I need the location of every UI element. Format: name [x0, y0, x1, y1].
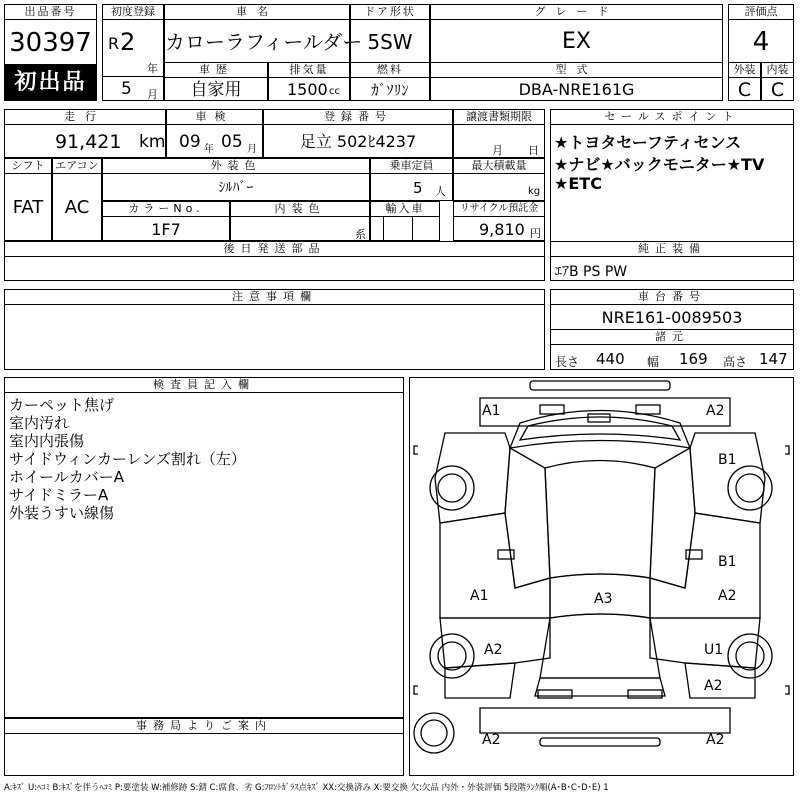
right-front-door [650, 513, 760, 618]
damage-mark: A2 [704, 678, 723, 694]
inspector-note: ホイールカバーA [9, 468, 124, 486]
damage-mark: B1 [718, 452, 737, 468]
exterior-grade: C [728, 77, 761, 101]
reg-year: 2 [120, 28, 136, 56]
history-label: 車歴 [164, 62, 268, 78]
later-parts [4, 256, 545, 281]
score: 4 [728, 19, 794, 63]
later-parts-label: 後日発送部品 [4, 241, 545, 257]
shift: FAT [4, 173, 52, 241]
exterior-color-label: 外装色 [102, 158, 370, 174]
registration-number: 足立 502ﾋ4237 [263, 124, 453, 158]
damage-mark: B1 [718, 554, 737, 570]
legend: A:ｷｽﾞ U:ﾍｺﾐ B:ｷｽﾞを伴うﾍｺﾐ P:要塗装 W:補修跡 S:錆 C:腐食、劣 G:ﾌﾛﾝﾄｶﾞﾗｽ点ｷｽﾞ XX:交換済み X:要交換 欠:欠品 内外・外装評価 5段階ﾗﾝｸ順(A･B･C･D･E) 1 [4, 783, 609, 793]
car-name-label: 車名 [164, 4, 350, 20]
aircon: AC [52, 173, 102, 241]
office-notice-label: 事務局よりご案内 [4, 718, 404, 734]
spare-tire [414, 713, 454, 753]
sales-point: ★ETC [554, 174, 602, 193]
inspector-notes [4, 392, 404, 718]
sales-point: ★トヨタセーフティセンス [554, 133, 742, 152]
max-load: kg [453, 173, 545, 201]
import-label: 輸入車 [370, 201, 440, 217]
capacity: 5 人 [370, 173, 453, 201]
inspector-note: 室内汚れ [9, 414, 70, 432]
mileage-label: 走行 [4, 109, 166, 125]
fuel: ｶﾞｿﾘﾝ [350, 77, 430, 101]
wheel-rear-left [430, 634, 474, 678]
interior-grade: C [761, 77, 794, 101]
max-load-label: 最大積載量 [453, 158, 545, 174]
interior-color-label: 内装色 [230, 201, 370, 217]
length: 440 [596, 350, 625, 368]
grade-label: グレード [430, 4, 723, 20]
model-code-label: 型式 [430, 62, 723, 78]
damage-mark: A2 [484, 642, 503, 658]
rear-glass [540, 614, 660, 678]
era: R [108, 34, 120, 53]
dimensions-label: 諸元 [550, 329, 794, 345]
sales-points [550, 124, 794, 242]
transfer-deadline: 月 日 [453, 124, 545, 158]
equipment: ｴｱB PS PW [550, 256, 794, 281]
damage-diagram [409, 377, 794, 776]
notes [4, 304, 545, 370]
first-registration-label: 初度登録 [102, 4, 164, 20]
displacement: 1500 cc [268, 77, 350, 101]
lot-number-label: 出品番号 [4, 4, 97, 20]
history: 自家用 [164, 77, 268, 101]
height: 147 [759, 350, 788, 368]
car-diagram-svg [410, 378, 793, 775]
displacement-label: 排気量 [268, 62, 350, 78]
lot-number: 30397 [4, 19, 97, 65]
shift-label: シフト [4, 158, 52, 174]
inspector-note: サイドウィンカーレンズ割れ（左） [9, 450, 246, 468]
left-rear-fender [445, 663, 515, 698]
damage-mark: A2 [718, 588, 737, 604]
sales-points-label: セールスポイント [550, 109, 794, 125]
first-listing-badge: 初出品 [4, 65, 97, 101]
interior-label: 内装 [761, 62, 794, 78]
equipment-label: 純正装備 [550, 241, 794, 257]
exterior-color: ｼﾙﾊﾞｰ [102, 173, 370, 201]
recycle-fee-label: リサイクル預託金 [453, 201, 545, 217]
damage-mark: A2 [706, 403, 725, 419]
dimensions: 長さ 440 幅 169 高さ 147 [550, 344, 794, 370]
exterior-label: 外装 [728, 62, 761, 78]
chassis-number: NRE161-0089503 [550, 304, 794, 330]
inspection-label: 車検 [166, 109, 263, 125]
car-name: カローラフィールダー [164, 19, 350, 63]
front-bumper-top [530, 381, 670, 390]
damage-mark: U1 [704, 642, 724, 658]
office-notice [4, 733, 404, 776]
first-registration-month: 5 月 [102, 76, 164, 101]
wheel-front-right [728, 466, 772, 510]
chassis-number-label: 車台番号 [550, 289, 794, 305]
color-number-label: カラーNo. [102, 201, 230, 217]
first-registration-year: R 2 年 [102, 19, 164, 77]
fuel-label: 燃料 [350, 62, 430, 78]
capacity-label: 乗車定員 [370, 158, 453, 174]
left-front-door [440, 513, 550, 618]
damage-mark: A1 [470, 588, 489, 604]
interior-color: 系 [230, 216, 370, 241]
notes-label: 注意事項欄 [4, 289, 545, 305]
transfer-deadline-label: 譲渡書類期限 [453, 109, 545, 125]
width: 169 [679, 350, 708, 368]
color-number: 1F7 [102, 216, 230, 241]
model-code: DBA-NRE161G [430, 77, 723, 101]
inspection-expiry: 09 年 05 月 [166, 124, 263, 158]
mileage: 91,421 km [4, 124, 166, 158]
door-type-label: ドア形状 [350, 4, 430, 20]
rear-bumper [480, 708, 730, 733]
door-type: 5SW [350, 19, 430, 63]
tailgate [535, 678, 665, 696]
sales-point: ★ナビ★バックモニター★TV [554, 155, 765, 174]
grade: EX [430, 19, 723, 63]
wheel-rear-right [728, 634, 772, 678]
damage-mark: A3 [594, 591, 613, 607]
aircon-label: エアコン [52, 158, 102, 174]
damage-mark: A1 [482, 403, 501, 419]
score-label: 評価点 [728, 4, 794, 20]
inspector-note: サイドミラーA [9, 486, 109, 504]
inspector-notes-label: 検査員記入欄 [4, 377, 404, 393]
roof [545, 461, 655, 579]
damage-mark: A2 [706, 732, 725, 748]
inspector-note: 室内内張傷 [9, 432, 85, 450]
damage-mark: A2 [482, 732, 501, 748]
hood [510, 411, 690, 449]
inspector-note: カーペット焦げ [9, 396, 115, 414]
inspector-note: 外装うすい線傷 [9, 504, 115, 522]
recycle-fee: 9,810 円 [453, 216, 545, 241]
registration-number-label: 登録番号 [263, 109, 453, 125]
